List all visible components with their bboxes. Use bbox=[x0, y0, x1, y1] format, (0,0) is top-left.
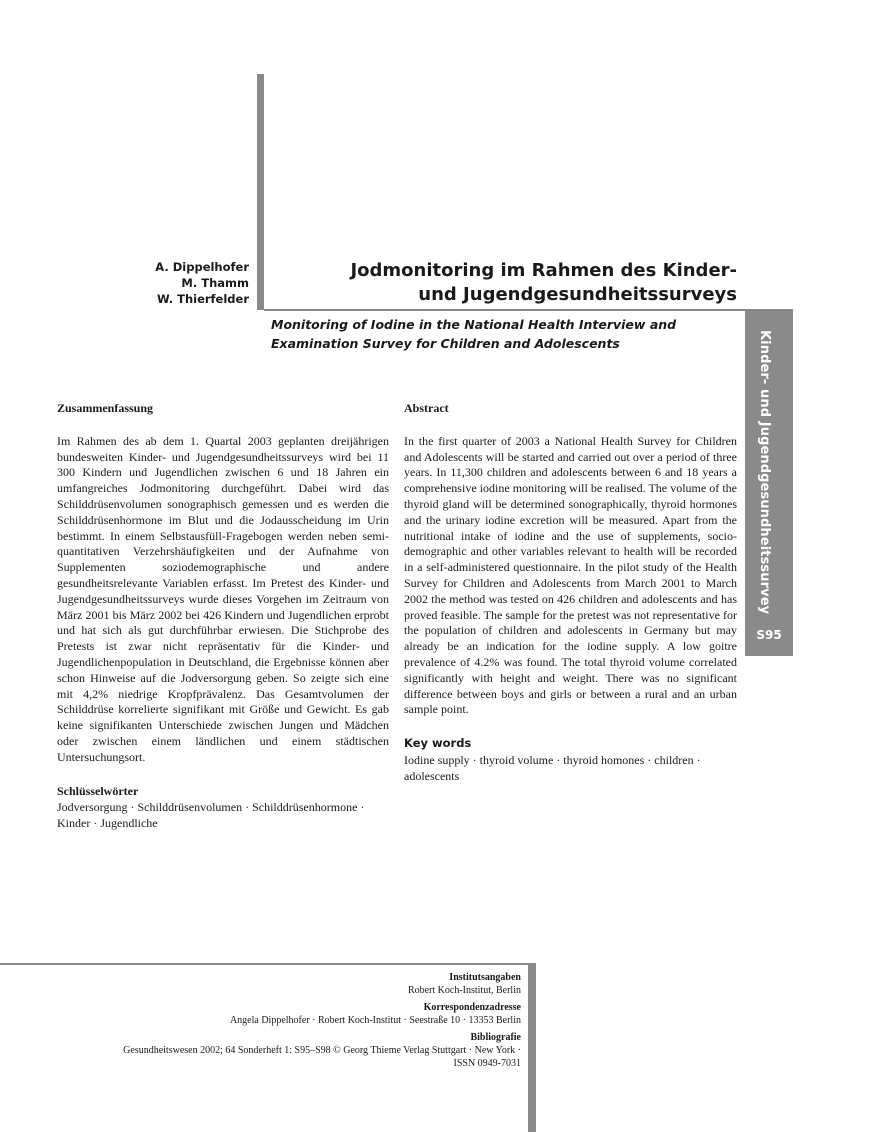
side-tab-label: Kinder- und Jugendgesundheitssurvey bbox=[757, 330, 772, 615]
german-keywords: Jodversorgung · Schilddrüsenvolumen · Schilddrüsenhormone · Kinder · Jugendliche bbox=[57, 800, 365, 831]
bibliography-line-2: ISSN 0949-7031 bbox=[453, 1057, 521, 1069]
title-line-1: Jodmonitoring im Rahmen des Kinder- bbox=[350, 260, 737, 281]
english-keywords: Iodine supply · thyroid volume · thyroid homones · children · adolescents bbox=[404, 752, 701, 783]
english-abstract-column bbox=[404, 401, 737, 785]
bibliography-heading: Bibliografie bbox=[470, 1032, 521, 1044]
paper-title bbox=[300, 259, 737, 307]
english-abstract-body: In the first quarter of 2003 a National Health Survey for Children and Adolescents will be started and carried out over a period of three years. In 11,300 children and adolescents between 6 and 18 years a comprehensive iodine monitoring will be realised. The volume of the thyroid gland will be determined sonographically, thyroid hormones and the urinary iodine excretion will be measured. Apart from the nutritional intake of iodine and the use of supplements, socio-demographic and other variables relevant to health will be recorded in a self-administered questionnaire. In the pilot study of the Health Survey for Children and Adolescents from March 2001 to March 2002 the method was tested on 426 children and adolescents and has proved feasible. The sample for the pretest was not representative for the population of children and adolescents in Germany but may already be an indication for the iodine supply. A low goitre prevalence of 4.2% was found. The total thyroid volume correlated significantly with height and weight. There was no significant difference between boys and girls or between a rural and an urban sample point. bbox=[404, 433, 737, 717]
bottom-vertical-bar bbox=[528, 963, 536, 1132]
correspondence-heading: Korrespondenzadresse bbox=[423, 1002, 521, 1014]
decorative-vertical-bar bbox=[257, 74, 264, 310]
paper-subtitle: Monitoring of Iodine in the National Health Interview and Examination Survey for Children and Adolescents bbox=[271, 317, 677, 351]
title-rule bbox=[264, 309, 793, 311]
german-abstract-body: Im Rahmen des ab dem 1. Quartal 2003 geplanten dreijährigen bundesweiten Kinder- und Jugendgesundheitssurveys wird bei 11 300 Kindern und Jugendlichen zwischen 6 und 18 Jahren ein umfangreiches Jodmonitoring durchgeführt. Dabei wird das Schilddrüsenvolumen sonographisch gemessen und es werden die Schilddrüsenhormone im Blut und die Jodausscheidung im Urin bestimmt. In einem Selbstausfüll-Fragebogen werden neben semi-quantitativen Verzehrshäufigkeiten und der Aufnahme von Supplementen soziodemographische und andere gesundheitsrelevante Variablen erfasst. Im Pretest des Kinder- und Jugendgesundheitssurveys wurde dieses Vorgehen im Zeitraum von März 2001 bis März 2002 bei 426 Kindern und Jugendlichen erprobt und hat sich als gut durchführbar erwiesen. Die Stichprobe des Pretests ist zwar nicht repräsentativ für die Kinder- und Jugendlichenpopulation in Deutschland, die Ergebnisse können aber schon Hinweise auf die Jodversorgung geben. So zeigte sich eine mit 4,2% niedrige Kropfprävalenz. Das Gesamtvolumen der Schilddrüse korrelierte signifikant mit Größe und Gewicht. Es gab keine signifikanten Unterschiede zwischen Jungen und Mädchen oder zwischen einem ländlichen und einem städtischen Untersuchungsort. bbox=[57, 433, 389, 764]
author-name: M. Thamm bbox=[181, 276, 249, 290]
author-list bbox=[60, 259, 249, 307]
article-info bbox=[60, 972, 521, 1075]
german-abstract-heading: Zusammenfassung bbox=[57, 401, 154, 415]
title-line-2: und Jugendgesundheitssurveys bbox=[418, 284, 737, 305]
bottom-rule bbox=[0, 963, 536, 965]
correspondence: Angela Dippelhofer · Robert Koch-Institut · Seestraße 10 · 13353 Berlin bbox=[229, 1014, 521, 1026]
english-keywords-heading: Key words bbox=[404, 736, 472, 751]
german-keywords-heading: Schlüsselwörter bbox=[57, 783, 139, 798]
author-name: W. Thierfelder bbox=[156, 292, 249, 306]
page-number: S95 bbox=[756, 628, 782, 642]
bibliography-line-1: Gesundheitswesen 2002; 64 Sonderheft 1: S95–S98 © Georg Thieme Verlag Stuttgart · New York · bbox=[123, 1044, 521, 1056]
institute: Robert Koch-Institut, Berlin bbox=[407, 984, 521, 996]
author-name: A. Dippelhofer bbox=[155, 260, 249, 274]
english-abstract-heading: Abstract bbox=[404, 401, 449, 415]
institute-heading: Institutsangaben bbox=[449, 972, 521, 983]
german-abstract-column bbox=[57, 401, 389, 832]
